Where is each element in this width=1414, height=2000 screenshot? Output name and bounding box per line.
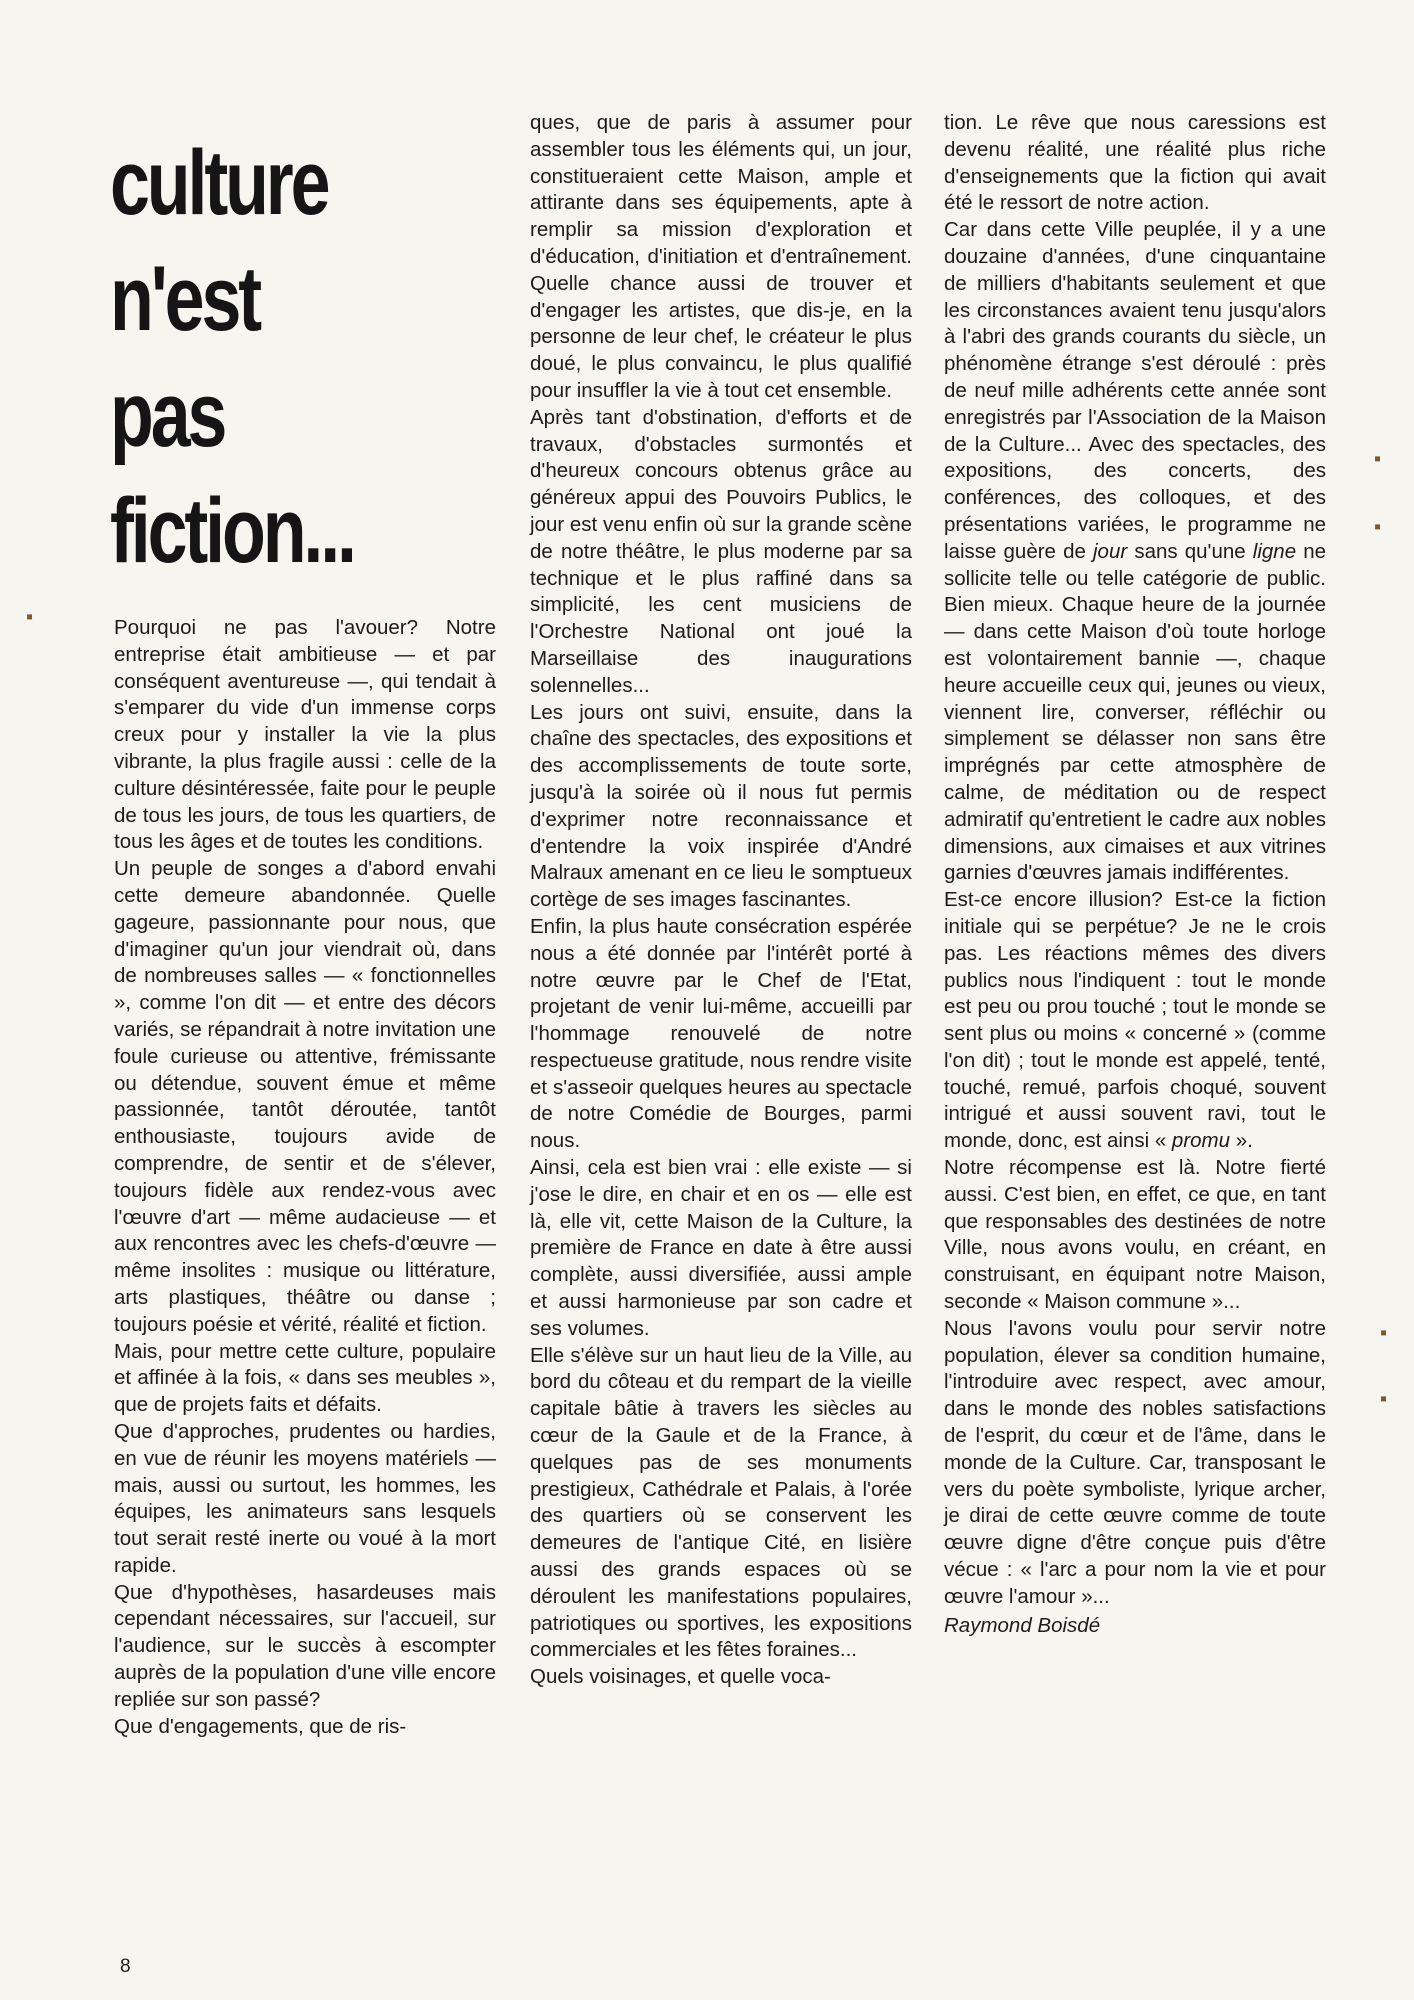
signature: Raymond Boisdé (944, 1613, 1101, 1637)
paragraph: Mais, pour mettre cette culture, populaire et affinée à la fois, « dans ses meubles », que de projets faits et défaits. (114, 1339, 496, 1417)
text-column-1 (114, 615, 496, 1740)
text-run: Car dans cette Ville peuplée, il y a une douzaine d'années, d'une cinquantaine de milliers d'habitants seulement et que les circonstances avaient tenu jusqu'alors à l'abri des grands courants du siècle, un phénomène étrange s'est déroulé : près de neuf mille adhérents cette année sont enregistrés par l'Association de la Maison de la Culture... Avec des spectacles, des expositions, des concerts, des conférences, des colloques, et des présentations variées, le programme ne laisse guère de (944, 218, 1326, 563)
paragraph: Que d'approches, prudentes ou hardies, en vue de réunir les moyens matériels — mais, aussi ou surtout, les hommes, les équipes, les animateurs sans lesquels tout serait resté inerte ou voué à la mort rapide. (114, 1419, 496, 1577)
paragraph: Elle s'élève sur un haut lieu de la Ville, au bord du côteau et du rempart de la vieille capitale bâtie à travers les siècles au cœur de la Gaule et de la France, à quelques pas de ses monuments prestigieux, Cathédrale et Palais, à l'orée des quartiers où se conservent les demeures de l'antique Cité, en lisière aussi des grands espaces où se déroulent les manifestations populaires, patriotiques ou sportives, les expositions commerciales et les fêtes foraines... (530, 1343, 912, 1662)
paragraph: Nous l'avons voulu pour servir notre population, élever sa condition humaine, l'introduire avec respect, avec amour, dans le monde des nobles satisfactions de l'esprit, du cœur et de l'âme, dans le monde de la Culture. Car, transposant le vers du poète symboliste, lyrique archer, je dirai de cette œuvre comme de toute œuvre digne d'être conçue puis d'être vécue : « l'arc a pour nom la vie et pour œuvre l'amour »... (944, 1316, 1326, 1608)
paper-speck-mark: ▪ (26, 606, 34, 628)
paper-speck-mark: ▪ (1374, 448, 1382, 470)
paper-speck-mark: ▪ (1380, 1322, 1388, 1344)
title-line-1: culture (110, 132, 328, 234)
paragraph: Ainsi, cela est bien vrai : elle existe — si j'ose le dire, en chair et en os — elle est là, elle vit, cette Maison de la Culture, la première de France en date à être aussi complète, aussi diversifiée, aussi ample et aussi harmonieuse par son cadre et ses volumes. (530, 1156, 912, 1340)
page-number: 8 (120, 1956, 131, 1977)
article-title (110, 125, 422, 589)
title-line-4: fiction... (110, 480, 354, 582)
paragraph: tion. Le rêve que nous caressions est devenu réalité, une réalité plus riche d'enseignements que la fiction qui avait été le ressort de notre action. (944, 111, 1326, 215)
paragraph: Notre récompense est là. Notre fierté aussi. C'est bien, en effet, ce que, en tant que responsables des destinées de notre Ville, nous avons voulu, en créant, en construisant, en équipant notre Maison, seconde « Maison commune »... (944, 1156, 1326, 1314)
text-column-3 (944, 110, 1326, 1639)
paragraph (944, 887, 1326, 1155)
paper-speck-mark: ▪ (1374, 516, 1382, 538)
paragraph: Un peuple de songes a d'abord envahi cette demeure abandonnée. Quelle gageure, passionnante pour nous, que d'imaginer qu'un jour viendrait où, dans de nombreuses salles — « fonctionnelles », comme l'on dit — et entre des décors variés, se répandrait à notre invitation une foule curieuse ou attentive, frémissante ou détendue, souvent émue et même passionnée, tantôt déroutée, tantôt enthousiaste, toujours avide de comprendre, de sentir et de s'élever, toujours fidèle aux rendez-vous avec l'œuvre d'art — même audacieuse — et aux rencontres avec les chefs-d'œuvre — même insolites : musique ou littérature, arts plastiques, théâtre ou danse ; toujours poésie et vérité, réalité et fiction. (114, 857, 496, 1336)
text-run: Est-ce encore illusion? Est-ce la fiction initiale qui se perpétue? Je ne le crois pas. Les réactions mêmes des divers publics nous l'indiquent : tout le monde est peu ou prou touché ; tout le monde se sent plus ou moins « concerné » (comme l'on dit) ; tout le monde est appelé, tenté, touché, remué, parfois choqué, souvent intrigué et aussi souvent ravi, tout le monde, donc, est ainsi « (944, 888, 1326, 1153)
paragraph: Les jours ont suivi, ensuite, dans la chaîne des spectacles, des expositions et des accomplissements de toute sorte, jusqu'à la soirée où il nous fut permis d'exprimer notre reconnaissance et d'entendre la voix inspirée d'André Malraux amenant en ce lieu le somptueux cortège de ses images fascinantes. (530, 700, 912, 912)
paragraph: Que d'hypothèses, hasardeuses mais cependant nécessaires, sur l'accueil, sur l'audience, sur le succès à escompter auprès de la population d'une ville encore repliée sur son passé? (114, 1580, 496, 1711)
text-column-2 (530, 110, 912, 1691)
title-line-2: n'est (110, 248, 260, 350)
paragraph: Pourquoi ne pas l'avouer? Notre entreprise était ambitieuse — et par conséquent aventureuse —, qui tendait à s'emparer du vide d'un immense corps creux pour y installer la vie la plus vibrante, la plus fragile aussi : celle de la culture désintéressée, faite pour le peuple de tous les jours, de tous les quartiers, de tous les âges et de toutes les conditions. (114, 616, 496, 854)
text-run: ne sollicite telle ou telle catégorie de public. Bien mieux. Chaque heure de la journée — dans cette Maison d'où toute horloge est volontairement bannie —, chaque heure accueille ceux qui, jeunes ou vieux, viennent lire, converser, réfléchir ou simplement se délasser non sans être imprégnés par cette atmosphère de calme, de méditation ou de respect admiratif qu'entretient le cadre aux nobles dimensions, aux cimaises et aux vitrines garnies d'œuvres jamais indifférentes. (944, 539, 1327, 885)
paper-speck-mark: ▪ (1380, 1388, 1388, 1410)
italic-word: ligne (1252, 539, 1297, 563)
paragraph: Que d'engagements, que de ris- (114, 1714, 407, 1738)
paragraph: Après tant d'obstination, d'efforts et de travaux, d'obstacles surmontés et d'heureux concours obtenus grâce au généreux appui des Pouvoirs Publics, le jour est venu enfin où sur la grande scène de notre théâtre, le plus moderne par sa technique et le plus raffiné dans sa simplicité, les cent musiciens de l'Orchestre National ont joué la Marseillaise des inaugurations solennelles... (530, 405, 912, 697)
text-run: sans qu'une (1134, 539, 1246, 563)
paragraph: Enfin, la plus haute consécration espérée nous a été donnée par l'intérêt porté à notre œuvre par le Chef de l'Etat, projetant de venir lui-même, accueilli par l'hommage renouvelé de notre respectueuse gratitude, nous rendre visite et s'asseoir quelques heures au spectacle de notre Comédie de Bourges, parmi nous. (530, 914, 912, 1153)
paragraph: ques, que de paris à assumer pour assembler tous les éléments qui, un jour, constitueraient cette Maison, ample et attirante dans ses équipements, apte à remplir sa mission d'exploration et d'éducation, d'initiation et d'entraînement. Quelle chance aussi de trouver et d'engager les artistes, que dis-je, en la personne de leur chef, le créateur le plus doué, le plus convaincu, le plus qualifié pour insuffler la vie à tout cet ensemble. (530, 111, 912, 402)
title-line-3: pas (110, 364, 225, 466)
text-run: ». (1235, 1129, 1253, 1153)
italic-word: promu (1171, 1129, 1231, 1153)
paragraph (944, 217, 1326, 887)
paragraph: Quels voisinages, et quelle voca- (530, 1665, 831, 1689)
italic-word: jour (1093, 539, 1128, 563)
